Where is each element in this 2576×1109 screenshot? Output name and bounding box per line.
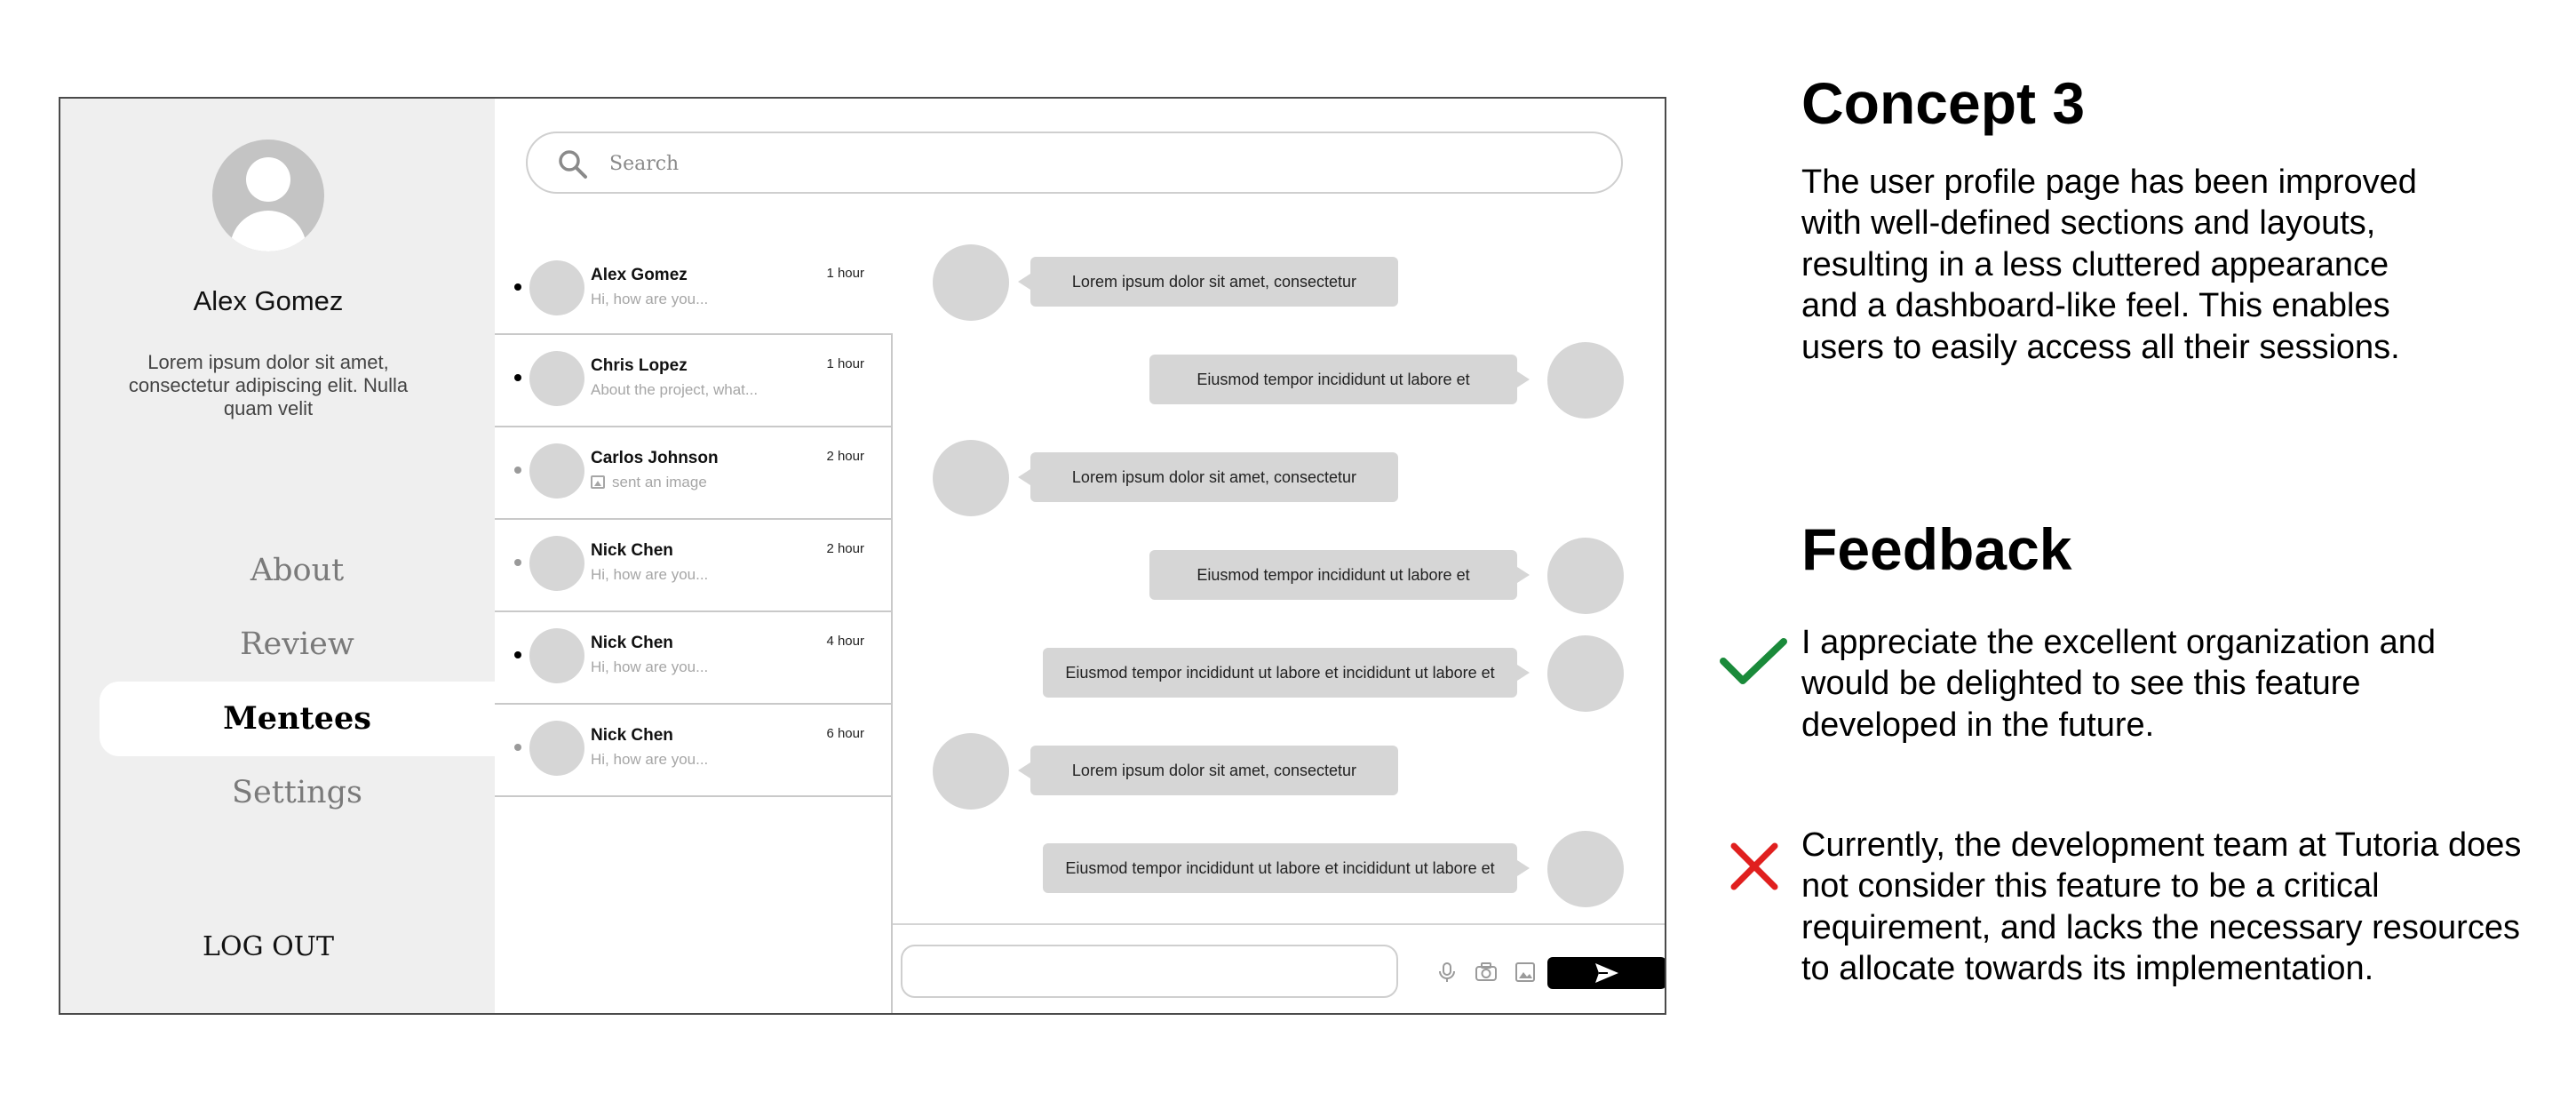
send-button[interactable] [1547, 957, 1666, 989]
image-icon[interactable] [1514, 961, 1537, 984]
avatar [933, 244, 1009, 321]
logout-button[interactable]: LOG OUT [203, 931, 334, 962]
search-input[interactable] [526, 132, 1623, 194]
unread-dot [514, 651, 521, 658]
conversation-preview: Hi, how are you... [591, 566, 709, 583]
message-input[interactable] [901, 945, 1398, 998]
conversation-preview: Hi, how are you... [591, 751, 709, 768]
checkmark-icon [1720, 636, 1787, 688]
avatar [529, 628, 584, 683]
conversation-item[interactable] [495, 427, 891, 520]
image-icon [591, 475, 605, 489]
read-dot [514, 559, 521, 566]
composer-divider [893, 923, 1666, 925]
conversation-item[interactable] [495, 520, 891, 612]
conversation-time: 1 hour [826, 266, 864, 281]
camera-icon[interactable] [1475, 961, 1498, 984]
unread-dot [514, 283, 521, 291]
avatar [529, 721, 584, 776]
read-dot [514, 467, 521, 474]
conversation-time: 2 hour [826, 541, 864, 556]
conversation-item[interactable] [495, 244, 891, 335]
profile-bio: Lorem ipsum dolor sit amet, consectetur adipiscing elit. Nulla quam velit [128, 351, 409, 419]
avatar [529, 351, 584, 406]
conversation-preview: Hi, how are you... [591, 658, 709, 675]
chat-divider [891, 333, 893, 1015]
message-bubble: Eiusmod tempor incididunt ut labore et [1149, 550, 1517, 600]
conversation-item[interactable] [495, 335, 891, 427]
conversation-list [495, 244, 891, 797]
avatar [529, 260, 584, 315]
conversation-preview-text: sent an image [612, 474, 707, 491]
nav-item-settings[interactable]: Settings [232, 775, 362, 810]
cross-icon [1729, 841, 1780, 892]
message-bubble: Eiusmod tempor incididunt ut labore et incididunt ut labore et [1043, 648, 1517, 698]
negative-feedback: Currently, the development team at Tutoria does not consider this feature to be a critical requirement, and lacks the necessary resources to allocate towards its implementation. [1801, 826, 2522, 988]
avatar [933, 733, 1009, 810]
search-placeholder: Search [609, 153, 680, 175]
profile-name: Alex Gomez [193, 285, 344, 316]
conversation-item[interactable] [495, 705, 891, 797]
read-dot [514, 744, 521, 751]
search-icon [558, 149, 588, 180]
conversation-time: 1 hour [826, 356, 864, 371]
avatar [1547, 831, 1624, 907]
wireframe-frame [59, 97, 1666, 1015]
message-bubble: Eiusmod tempor incididunt ut labore et [1149, 355, 1517, 404]
avatar [529, 443, 584, 499]
avatar [1547, 635, 1624, 712]
avatar [933, 440, 1009, 516]
send-icon [1594, 961, 1620, 985]
conversation-name: Alex Gomez [591, 266, 688, 284]
avatar [1547, 342, 1624, 419]
nav-item-review[interactable]: Review [240, 626, 354, 662]
profile-sidebar [60, 99, 495, 1013]
conversation-time: 4 hour [826, 634, 864, 649]
profile-avatar [212, 140, 324, 251]
message-bubble: Lorem ipsum dolor sit amet, consectetur [1030, 452, 1398, 502]
nav-item-about[interactable]: About [250, 553, 345, 588]
conversation-time: 2 hour [826, 449, 864, 464]
concept-title: Concept 3 [1801, 70, 2086, 136]
conversation-name: Nick Chen [591, 726, 673, 745]
conversation-preview [591, 474, 707, 491]
nav-item-mentees[interactable]: Mentees [99, 682, 495, 756]
unread-dot [514, 374, 521, 381]
conversation-item[interactable] [495, 612, 891, 705]
conversation-preview: About the project, what... [591, 381, 759, 398]
message-bubble: Lorem ipsum dolor sit amet, consectetur [1030, 257, 1398, 307]
conversation-preview: Hi, how are you... [591, 291, 709, 307]
conversation-time: 6 hour [826, 726, 864, 741]
avatar [1547, 538, 1624, 614]
conversation-name: Carlos Johnson [591, 449, 719, 467]
microphone-icon[interactable] [1435, 961, 1459, 984]
positive-feedback: I appreciate the excellent organization and would be delighted to see this feature developed in the future. [1801, 624, 2437, 744]
message-bubble: Eiusmod tempor incididunt ut labore et incididunt ut labore et [1043, 843, 1517, 893]
feedback-title: Feedback [1801, 516, 2072, 582]
avatar [529, 536, 584, 591]
concept-description: The user profile page has been improved with well-defined sections and layouts, resulting in a less cluttered appearance and a dashboard-like feel. This enables users to easily access all their sessions. [1801, 164, 2417, 366]
conversation-name: Chris Lopez [591, 356, 688, 375]
message-bubble: Lorem ipsum dolor sit amet, consectetur [1030, 746, 1398, 795]
conversation-name: Nick Chen [591, 541, 673, 560]
conversation-name: Nick Chen [591, 634, 673, 652]
